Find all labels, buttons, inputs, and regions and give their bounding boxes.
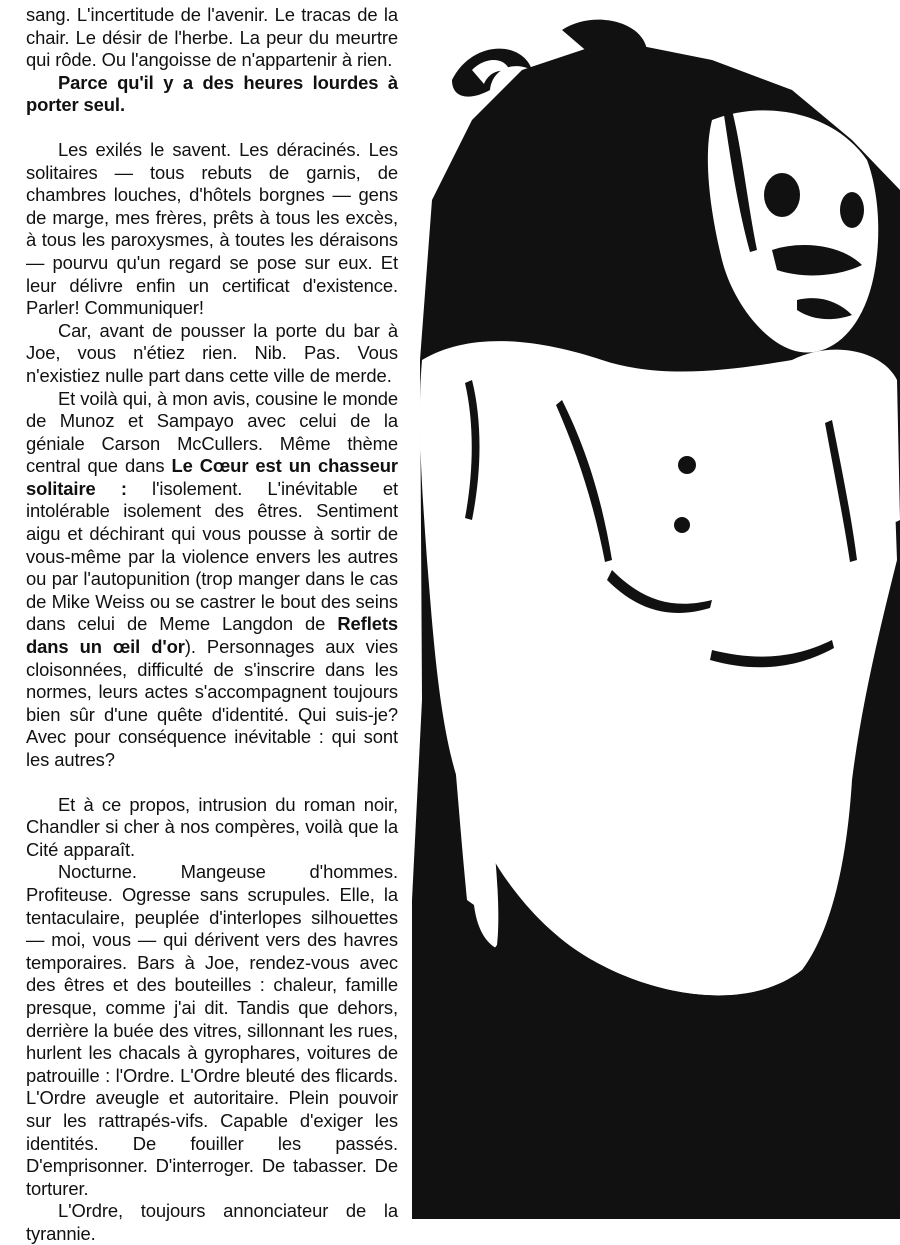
paragraph-5-text-a: Et voilà qui, à mon avis, cousine le monde de Munoz et Sampayo avec celui de la géniale Carson McCullers. Même thème central que dans (26, 387, 398, 477)
paragraph-6: Et à ce propos, intrusion du roman noir, Chandler si cher à nos compères, voilà que la Cité apparaît. (26, 793, 398, 860)
paragraph-5 (26, 388, 398, 772)
paragraph-5-text-e: ). Personnages aux vies cloisonnées, difficulté de s'inscrire dans les normes, leurs actes s'accompagnent toujours bien sûr d'une quête d'identité. Qui suis-je? Avec pour conséquence inévitable : qui sont les autres? (26, 636, 398, 770)
paragraph-gap (26, 772, 398, 794)
paragraph-gap (26, 117, 398, 139)
woodcut-figure-image (412, 0, 900, 1219)
paragraph-8: L'Ordre, toujours annonciateur de la tyrannie. (26, 1200, 398, 1244)
paragraph-5-text-c: l'isolement. L'inévitable et intolérable isolement des êtres. Sentiment aigu et déchirant qui vous pousse à sortir de vous-même par la violence envers les autres ou par l'autopunition (trop manger dans le cas de Mike Weiss ou se castrer le bout des seins dans celui de Meme Langdon de (26, 477, 398, 635)
paragraph-3: Les exilés le savent. Les déracinés. Les solitaires — tous rebuts de garnis, de chambres louches, d'hôtels borgnes — gens de marge, mes frères, prêts à tous les excès, à tous les paroxysmes, à toutes les déraisons — pourvu qu'un regard se pose sur eux. Et leur délivre enfin un certificat d'existence. Parler! Communiquer! (26, 138, 398, 319)
book-title-coeur: Le Cœur est un chasseur solitaire : (26, 455, 398, 499)
paragraph-1: sang. L'incertitude de l'avenir. Le tracas de la chair. Le désir de l'herbe. La peur du meurtre qui rôde. Ou l'angoisse de n'appartenir à rien. (26, 4, 398, 71)
book-title-reflets: Reflets dans un œil d'or (26, 613, 398, 658)
paragraph-bold-statement: Parce qu'il y a des heures lourdes à porter seul. (26, 71, 398, 116)
ink-illustration (412, 0, 900, 1219)
article-text-column (26, 4, 398, 1245)
paragraph-4: Car, avant de pousser la porte du bar à Joe, vous n'étiez rien. Nib. Pas. Vous n'existiez nulle part dans cette ville de merde. (26, 319, 398, 386)
paragraph-7: Nocturne. Mangeuse d'hommes. Profiteuse. Ogresse sans scrupules. Elle, la tentaculaire, peuplée d'interlopes silhouettes — moi, vous — qui dérivent vers des havres temporaires. Bars à Joe, rendez-vous avec des êtres et des bouteilles : chaleur, famille presque, comme j'ai dit. Tandis que dehors, derrière la buée des vitres, sillonnant les rues, hurlent les chacals à gyrophares, voitures de patrouille : l'Ordre. L'Ordre bleuté des flicards. L'Ordre aveugle et autoritaire. Plein pouvoir sur les rattrapés-vifs. Capable d'exiger les identités. De fouiller les passés. D'emprisonner. D'interroger. De tabasser. De torturer. (26, 861, 398, 1199)
